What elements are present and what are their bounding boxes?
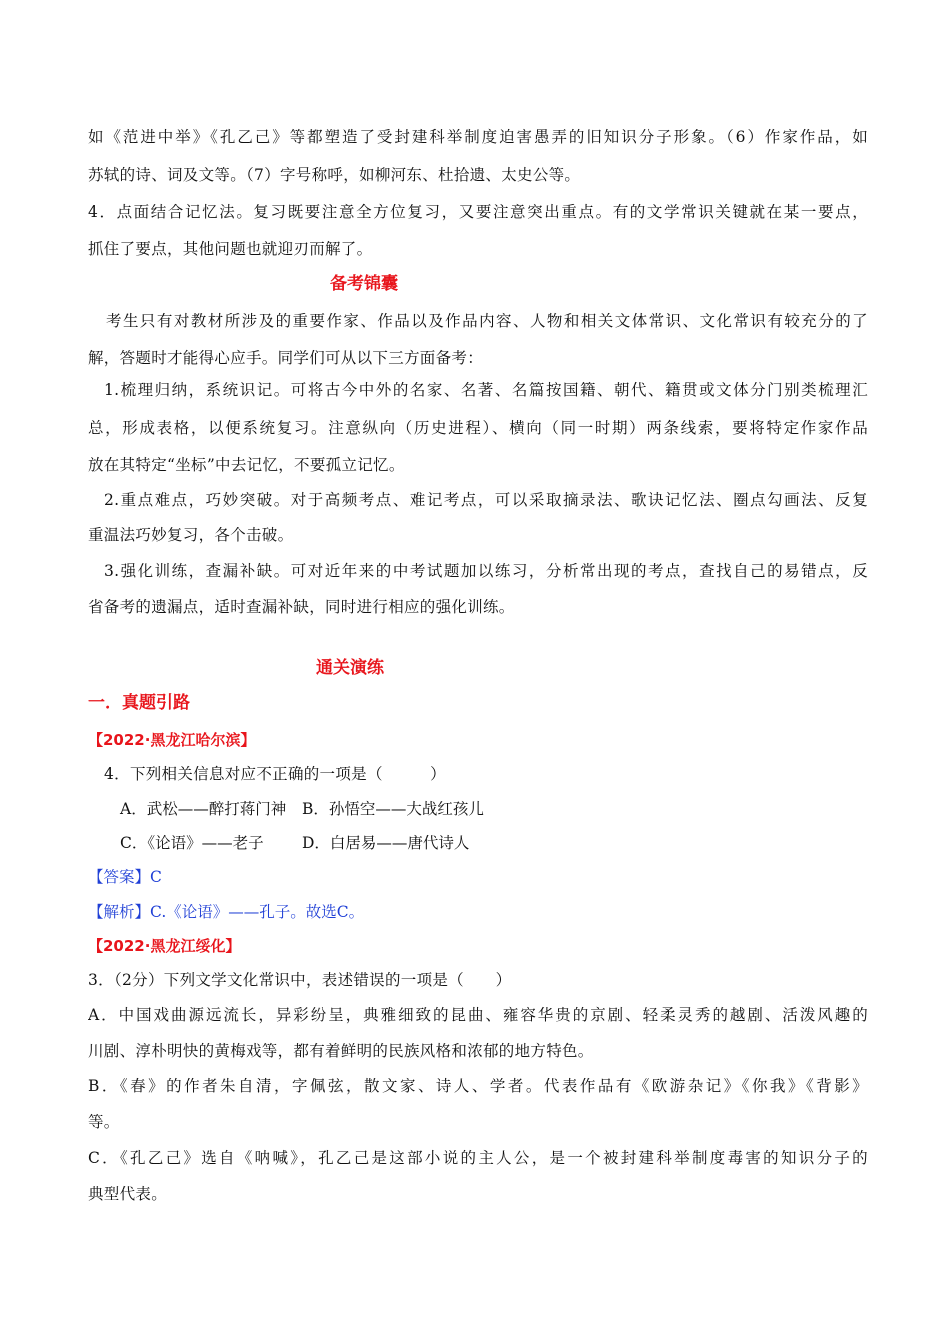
prep-line: 考生只有对教材所涉及的重要作家、作品以及作品内容、人物和相关文体常识、文化常识有较充分的了	[106, 312, 868, 330]
option-b: B．孙悟空——大战红孩儿	[302, 800, 484, 818]
option-a: A．武松——醉打蒋门神	[120, 800, 287, 818]
prep-line: 省备考的遗漏点，适时查漏补缺，同时进行相应的强化训练。	[88, 598, 515, 616]
option-c: C．《论语》——老子	[120, 834, 264, 852]
intro-line: 如《范进中举》《孔乙己》等都塑造了受封建科举制度迫害愚弄的旧知识分子形象。（6）作家作品，如	[88, 128, 868, 146]
prep-line: 解，答题时才能得心应手。同学们可从以下三方面备考：	[88, 349, 484, 367]
analysis-label: 【解析】	[88, 903, 151, 921]
answer-line	[88, 866, 162, 888]
section-heading: 一．真题引路	[88, 693, 190, 713]
prep-line: 总，形成表格，以便系统复习。注意纵向（历史进程）、横向（同一时期）两条线索，要将特定作家作品	[88, 419, 868, 437]
question-line: B．《春》的作者朱自清，字佩弦，散文家、诗人、学者。代表作品有《欧游杂记》《你我》《背影》	[88, 1077, 868, 1095]
question-stem: 4．下列相关信息对应不正确的一项是（ ）	[104, 765, 446, 783]
question-line: A．中国戏曲源远流长，异彩纷呈，典雅细致的昆曲、雍容华贵的京剧、轻柔灵秀的越剧、活泼风趣的	[88, 1006, 868, 1024]
question-line: C．《孔乙己》选自《呐喊》，孔乙己是这部小说的主人公，是一个被封建科举制度毒害的知识分子的	[88, 1149, 868, 1167]
practice-title: 通关演练	[316, 658, 384, 678]
intro-line: 4．点面结合记忆法。复习既要注意全方位复习，又要注意突出重点。有的文学常识关键就在某一要点，	[88, 203, 868, 221]
question-line: 等。	[88, 1113, 120, 1131]
answer-value: C	[150, 868, 162, 886]
analysis-line	[88, 901, 364, 923]
analysis-text: C.《论语》——孔子。故选C。	[150, 903, 365, 921]
option-d: D．白居易——唐代诗人	[302, 834, 470, 852]
question-source: 【2022·黑龙江哈尔滨】	[88, 731, 256, 749]
prep-line: 重温法巧妙复习，各个击破。	[88, 526, 294, 544]
prep-line: 3.强化训练，查漏补缺。可对近年来的中考试题加以练习，分析常出现的考点，查找自己的易错点，反	[104, 562, 868, 580]
prep-line: 2.重点难点，巧妙突破。对于高频考点、难记考点，可以采取摘录法、歌诀记忆法、圈点勾画法、反复	[104, 491, 868, 509]
prep-title: 备考锦囊	[330, 274, 398, 294]
answer-label: 【答案】	[88, 868, 151, 886]
question-source: 【2022·黑龙江绥化】	[88, 937, 241, 955]
question-line: 川剧、淳朴明快的黄梅戏等，都有着鲜明的民族风格和浓郁的地方特色。	[88, 1042, 594, 1060]
intro-line: 抓住了要点，其他问题也就迎刃而解了。	[88, 240, 373, 258]
question-line: 3．（2分）下列文学文化常识中，表述错误的一项是（ ）	[88, 971, 512, 989]
prep-line: 1.梳理归纳，系统识记。可将古今中外的名家、名著、名篇按国籍、朝代、籍贯或文体分门别类梳理汇	[104, 381, 868, 399]
question-line: 典型代表。	[88, 1185, 168, 1203]
prep-line: 放在其特定“坐标”中去记忆，不要孤立记忆。	[88, 456, 405, 474]
intro-line: 苏轼的诗、词及文等。（7）字号称呼，如柳河东、杜拾遗、太史公等。	[88, 166, 581, 184]
